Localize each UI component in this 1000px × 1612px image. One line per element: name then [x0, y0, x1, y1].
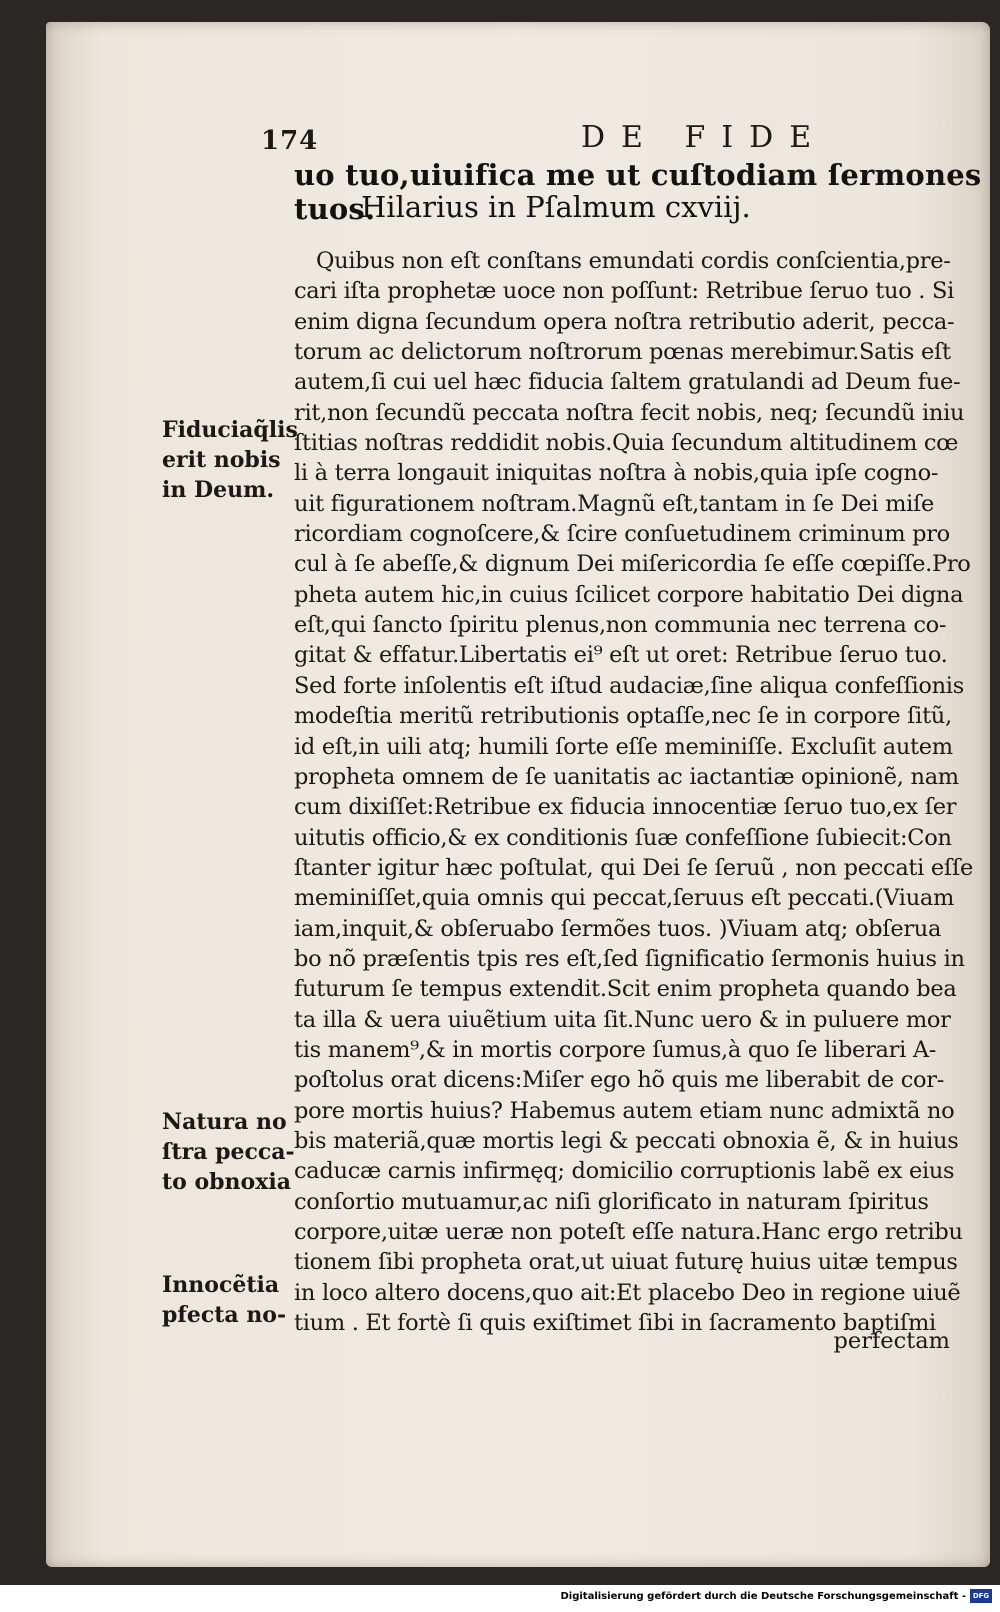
text-line: uitutis officio,& ex conditionis ſuæ confeſſione ſubiecit:Con [294, 824, 952, 851]
digitization-credit: Digitalisierung gefördert durch die Deutsche Forschungsgemeinschaft - [560, 1591, 966, 1602]
text-line: Quibus non eſt conſtans emundati cordis conſcientia,pre- [316, 248, 951, 274]
text-line: in loco altero docens,quo ait:Et placebo Deo in regione uiuẽ [294, 1279, 961, 1306]
text-line: li à terra longauit iniquitas noſtra à nobis,quia ipſe cogno- [294, 460, 939, 487]
text-line: cari iſta prophetæ uoce non poſſunt: Retribue ſeruo tuo . Si [294, 278, 954, 305]
credit-bar [0, 1585, 1000, 1612]
margin-note-line: in Deum. [162, 477, 275, 503]
catchword: perfectam [833, 1328, 950, 1354]
page-number: 174 [261, 126, 319, 156]
text-line: conſortio mutuamur,ac niſi glorificato in naturam ſpiritus [294, 1188, 929, 1215]
text-line: iam,inquit,& obſeruabo ſermões tuos. )Viuam atq; obſerua [294, 915, 942, 942]
text-line: tis manem⁹,& in mortis corpore ſumus,à quo ſe liberari A- [294, 1036, 937, 1063]
text-line: ſtitias noſtras reddidit nobis.Quia ſecundum altitudinem cœ [294, 430, 959, 457]
text-line: id eſt,in uili atq; humili ſorte eſſe meminiſſe. Excluſit autem [294, 733, 953, 760]
margin-note-fiducia [162, 415, 298, 505]
margin-note-line: Natura no [162, 1109, 287, 1135]
text-line: pore mortis huius? Habemus autem etiam nunc admixtã no [294, 1097, 955, 1124]
text-line: bis materiã,quæ mortis legi & peccati obnoxia ẽ, & in huius [294, 1127, 959, 1154]
text-line: pheta autem hic,in cuius ſcilicet corpore habitatio Dei digna [294, 581, 964, 608]
margin-note-natura [162, 1107, 294, 1197]
margin-note-line: ſtra pecca- [162, 1139, 295, 1165]
margin-note-innocentia [162, 1270, 294, 1330]
margin-note-line: Fiduciaq̃lis [162, 417, 298, 443]
text-line: autem,ſi cui uel hæc fiducia ſaltem gratulandi ad Deum fue- [294, 369, 961, 396]
text-line: uit figurationem noſtram.Magnũ eſt,tantam in ſe Dei miſe [294, 490, 935, 517]
book-page [46, 22, 990, 1567]
text-line: futurum ſe tempus extendit.Scit enim propheta quando bea [294, 976, 957, 1003]
margin-note-line: pfecta no- [162, 1302, 287, 1328]
text-line: corpore,uitæ ueræ non poteſt eſſe natura.Hanc ergo retribu [294, 1219, 963, 1245]
text-line: cum dixiſſet:Retribue ex fiducia innocentiæ ſeruo tuo,ex ſer [294, 794, 957, 821]
body-text [294, 246, 1000, 1338]
text-line: bo nõ præſentis tpis res eſt,ſed ſignificatio ſermonis huius in [294, 945, 965, 972]
text-line: Sed forte inſolentis eſt iſtud audaciæ,ſine aliqua confeſſionis [294, 672, 964, 699]
section-title: DE FIDE [581, 120, 828, 155]
text-line: caducæ carnis infirmęq; domicilio corruptionis labẽ ex eius [294, 1158, 955, 1185]
text-line: modeſtia meritũ retributionis optaſſe,nec ſe in corpore ſitũ, [294, 703, 952, 730]
continuation-line: uo tuo,uiuifica me ut cuſtodiam ſermones tuos. [294, 158, 982, 226]
text-line: ricordiam cognoſcere,& ſcire conſuetudinem criminum pro [294, 521, 950, 548]
text-line: cul à ſe abeſſe,& dignum Dei miſericordia ſe eſſe cœpiſſe.Pro [294, 551, 971, 578]
text-line: torum ac delictorum noſtrorum pœnas merebimur.Satis eſt [294, 339, 951, 366]
dfg-logo: DFG [970, 1589, 992, 1603]
text-line: meminiſſet,quia omnis qui peccat,ſeruus eſt peccati.(Viuam [294, 885, 955, 912]
text-line: ta illa & uera uiuẽtium uita ſit.Nunc uero & in puluere mor [294, 1006, 951, 1033]
text-line: poſtolus orat dicens:Miſer ego hõ quis me liberabit de cor- [294, 1067, 945, 1094]
text-line: enim digna ſecundum opera noſtra retributio aderit, pecca- [294, 308, 955, 335]
text-line: propheta omnem de ſe uanitatis ac iactantiæ opinionẽ, nam [294, 763, 959, 790]
margin-note-line: to obnoxia [162, 1169, 291, 1195]
text-line: ſtanter igitur hæc poſtulat, qui Dei ſe ſeruũ , non peccati eſſe [294, 854, 974, 881]
margin-note-line: erit nobis [162, 447, 281, 473]
text-line: eſt,qui ſancto ſpiritu plenus,non communia nec terrena co- [294, 612, 947, 639]
text-line: tium . Et fortè ſi quis exiſtimet ſibi in ſacramento baptiſmi [294, 1310, 936, 1337]
margin-note-line: Innocẽtia [162, 1272, 280, 1298]
text-line: tionem ſibi propheta orat,ut uiuat futurę huius uitæ tempus [294, 1249, 958, 1276]
running-head [46, 120, 990, 160]
text-line: rit,non ſecundũ peccata noſtra fecit nobis, neq; ſecundũ iniu [294, 399, 965, 426]
text-line: gitat & effatur.Libertatis ei⁹ eſt ut oret: Retribue ſeruo tuo. [294, 642, 948, 669]
section-heading: Hilarius in Pſalmum cxviij. [361, 190, 751, 224]
